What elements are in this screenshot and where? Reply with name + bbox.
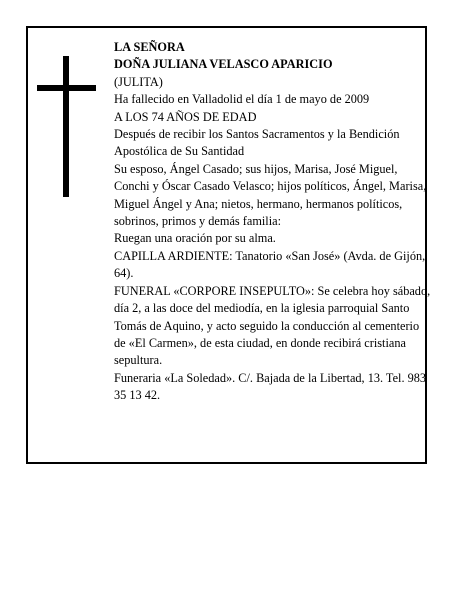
funeral-home-info: Funeraria «La Soledad». C/. Bajada de la Libertad, 13. Tel. 983 35 13 42. (114, 370, 427, 403)
notice-title: LA SEÑORA (114, 40, 185, 54)
deceased-name: DOÑA JULIANA VELASCO APARICIO (114, 57, 333, 72)
age-statement: A LOS 74 AÑOS DE EDAD (114, 109, 257, 124)
deceased-nickname: (JULITA) (114, 74, 163, 89)
family-statement: Su esposo, Ángel Casado; sus hijos, Marisa, José Miguel, Conchi y Óscar Casado Velasco; hijos políticos, Ángel, Marisa, Miguel Ángel y Ana; nietos, hermano, hermanos políticos, sobrinos, primos y demás familia: (114, 161, 427, 229)
funeral-info: FUNERAL «CORPORE INSEPULTO»: Se celebra hoy sábado, día 2, a las doce del mediodía, en la iglesia parroquial Santo Tomás de Aquino, y acto seguido la conducción al cementerio de «El Carmen», de esta ciudad, en donde recibirá cristiana sepultura. (114, 283, 431, 368)
chapel-info: CAPILLA ARDIENTE: Tanatorio «San José» (Avda. de Gijón, 64). (114, 248, 426, 281)
cross-vertical-bar (63, 56, 69, 197)
prayer-request: Ruegan una oración por su alma. (114, 231, 276, 246)
cross-horizontal-bar (37, 85, 96, 91)
sacraments-statement: Después de recibir los Santos Sacramentos y la Bendición Apostólica de Su Santidad (114, 127, 400, 159)
obituary-text (114, 39, 432, 405)
death-statement: Ha fallecido en Valladolid el día 1 de mayo de 2009 (114, 92, 370, 107)
